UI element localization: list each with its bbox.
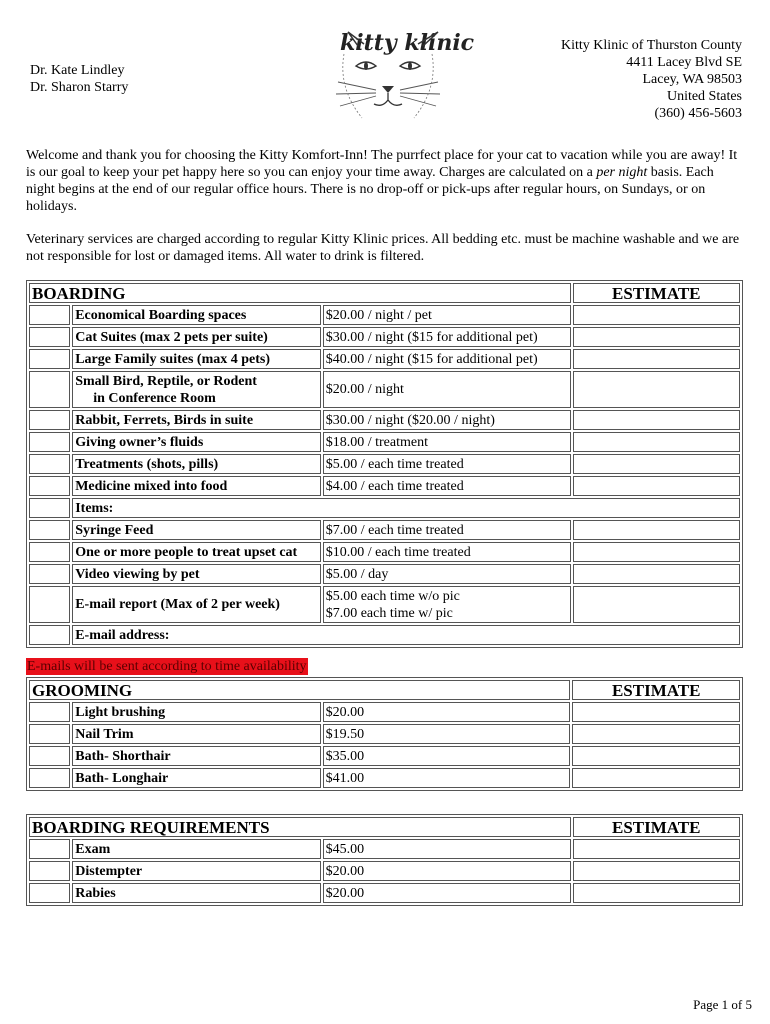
email-address-field[interactable]: E-mail address: [72, 625, 740, 645]
select-checkbox[interactable] [29, 520, 70, 540]
item-price: $5.00 / each time treated [323, 454, 571, 474]
item-name-line: in Conference Room [93, 390, 216, 406]
table-row [29, 327, 740, 347]
requirements-header-row [29, 817, 740, 837]
item-price: $4.00 / each time treated [323, 476, 571, 496]
item-name: Large Family suites (max 4 pets) [72, 349, 321, 369]
item-name: Bath- Shorthair [72, 746, 320, 766]
table-row [29, 586, 740, 623]
table-row [29, 746, 740, 766]
table-row [29, 454, 740, 474]
item-price: $40.00 / night ($15 for additional pet) [323, 349, 571, 369]
select-checkbox[interactable] [29, 625, 70, 645]
item-price: $18.00 / treatment [323, 432, 571, 452]
table-row [29, 839, 740, 859]
estimate-field[interactable] [572, 724, 740, 744]
doctor-names [30, 62, 128, 96]
table-row [29, 542, 740, 562]
item-name [72, 371, 321, 408]
item-name: One or more people to treat upset cat [72, 542, 321, 562]
item-name: Bath- Longhair [72, 768, 320, 788]
estimate-field[interactable] [572, 746, 740, 766]
logo-text: kitty klinic [340, 30, 475, 56]
doctor-name: Dr. Sharon Starry [30, 80, 129, 95]
grooming-title: GROOMING [29, 680, 570, 700]
item-price: $41.00 [323, 768, 571, 788]
boarding-header-row [29, 283, 740, 303]
table-row [29, 702, 740, 722]
item-price: $20.00 / night [323, 371, 571, 408]
estimate-field[interactable] [573, 586, 740, 623]
item-price: $19.50 [323, 724, 571, 744]
item-name: Distempter [72, 861, 320, 881]
select-checkbox[interactable] [29, 839, 70, 859]
item-name: Video viewing by pet [72, 564, 321, 584]
boarding-estimate-label: ESTIMATE [573, 283, 740, 303]
welcome-text-b: basis. Each night begins at the end of our regular office hours. There is no drop-off or pick-ups after regular hours, on Sundays, or on holidays. [26, 165, 714, 214]
item-price: $20.00 [323, 702, 571, 722]
table-row [29, 883, 740, 903]
select-checkbox[interactable] [29, 564, 70, 584]
select-checkbox[interactable] [29, 476, 70, 496]
item-name: E-mail report (Max of 2 per week) [72, 586, 321, 623]
item-name: Medicine mixed into food [72, 476, 321, 496]
price-line: $5.00 each time w/o pic [325, 588, 460, 604]
estimate-field[interactable] [573, 520, 740, 540]
table-row [29, 564, 740, 584]
select-checkbox[interactable] [29, 768, 70, 788]
select-checkbox[interactable] [29, 746, 70, 766]
item-price: $35.00 [323, 746, 571, 766]
item-price: $30.00 / night ($15 for additional pet) [323, 327, 571, 347]
welcome-text-a: Welcome and thank you for choosing the Kitty Komfort-Inn! The purrfect place for your cat to vacation while you are away! It is our goal to keep your pet happy here so you can enjoy your time away. Charges are calculated on a [26, 148, 738, 180]
select-checkbox[interactable] [29, 861, 70, 881]
estimate-field[interactable] [573, 432, 740, 452]
item-name: Rabies [72, 883, 320, 903]
table-row [29, 498, 740, 518]
boarding-title: BOARDING [29, 283, 571, 303]
select-checkbox[interactable] [29, 542, 70, 562]
kitty-klinic-logo [318, 28, 475, 126]
select-checkbox[interactable] [29, 432, 70, 452]
item-price [323, 586, 571, 623]
item-name: Rabbit, Ferrets, Birds in suite [72, 410, 321, 430]
table-row [29, 724, 740, 744]
welcome-text-emphasis: per night [596, 165, 648, 180]
boarding-table [26, 280, 743, 648]
address-line: United States [666, 89, 742, 104]
estimate-field[interactable] [573, 542, 740, 562]
table-row [29, 861, 740, 881]
select-checkbox[interactable] [29, 454, 70, 474]
address-line: Kitty Klinic of Thurston County [561, 38, 742, 53]
select-checkbox[interactable] [29, 702, 70, 722]
table-row [29, 432, 740, 452]
requirements-title: BOARDING REQUIREMENTS [29, 817, 571, 837]
estimate-field[interactable] [573, 883, 740, 903]
item-name: Light brushing [72, 702, 320, 722]
grooming-estimate-label: ESTIMATE [572, 680, 740, 700]
select-checkbox[interactable] [29, 371, 70, 408]
item-price: $7.00 / each time treated [323, 520, 571, 540]
select-checkbox[interactable] [29, 586, 70, 623]
requirements-table [26, 814, 743, 906]
select-checkbox[interactable] [29, 498, 70, 518]
email-availability-note: E-mails will be sent according to time availability [27, 659, 307, 674]
estimate-field[interactable] [573, 476, 740, 496]
grooming-header-row [29, 680, 740, 700]
estimate-field[interactable] [573, 371, 740, 408]
estimate-field[interactable] [573, 349, 740, 369]
phone-number: (360) 456-5603 [654, 106, 742, 121]
item-price: $20.00 / night / pet [323, 305, 571, 325]
page-number: Page 1 of 5 [693, 997, 752, 1012]
estimate-field[interactable] [572, 702, 740, 722]
select-checkbox[interactable] [29, 410, 70, 430]
item-name: Treatments (shots, pills) [72, 454, 321, 474]
item-price: $5.00 / day [323, 564, 571, 584]
price-line: $7.00 each time w/ pic [325, 605, 453, 621]
select-checkbox[interactable] [29, 883, 70, 903]
estimate-field[interactable] [572, 768, 740, 788]
select-checkbox[interactable] [29, 724, 70, 744]
item-name: Cat Suites (max 2 pets per suite) [72, 327, 321, 347]
estimate-field[interactable] [573, 564, 740, 584]
table-row [29, 371, 740, 408]
item-name-line: Small Bird, Reptile, or Rodent [75, 373, 257, 389]
estimate-field[interactable] [573, 454, 740, 474]
select-checkbox[interactable] [29, 349, 70, 369]
table-row [29, 476, 740, 496]
estimate-field[interactable] [573, 305, 740, 325]
item-price: $20.00 [323, 883, 571, 903]
item-name: Syringe Feed [72, 520, 321, 540]
item-price: $10.00 / each time treated [323, 542, 571, 562]
welcome-paragraph [26, 147, 744, 215]
table-row [29, 305, 740, 325]
item-name: Exam [72, 839, 320, 859]
policy-paragraph: Veterinary services are charged according to regular Kitty Klinic prices. All bedding etc. must be machine washable and we are not responsible for lost or damaged items. All water to drink is filtered. [26, 232, 740, 264]
table-row [29, 520, 740, 540]
table-row [29, 349, 740, 369]
address-line: 4411 Lacey Blvd SE [626, 55, 742, 70]
item-price: $30.00 / night ($20.00 / night) [323, 410, 571, 430]
estimate-field[interactable] [573, 327, 740, 347]
doctor-name: Dr. Kate Lindley [30, 63, 125, 78]
select-checkbox[interactable] [29, 305, 70, 325]
estimate-field[interactable] [573, 839, 740, 859]
table-row [29, 768, 740, 788]
items-subheading: Items: [72, 498, 740, 518]
grooming-table [26, 677, 743, 791]
table-row [29, 410, 740, 430]
requirements-estimate-label: ESTIMATE [573, 817, 740, 837]
select-checkbox[interactable] [29, 327, 70, 347]
item-name: Nail Trim [72, 724, 320, 744]
estimate-field[interactable] [573, 410, 740, 430]
item-name: Economical Boarding spaces [72, 305, 321, 325]
item-price: $45.00 [323, 839, 571, 859]
table-row [29, 625, 740, 645]
address-line: Lacey, WA 98503 [642, 72, 742, 87]
item-name: Giving owner’s fluids [72, 432, 321, 452]
estimate-field[interactable] [573, 861, 740, 881]
item-price: $20.00 [323, 861, 571, 881]
clinic-address [561, 37, 742, 122]
